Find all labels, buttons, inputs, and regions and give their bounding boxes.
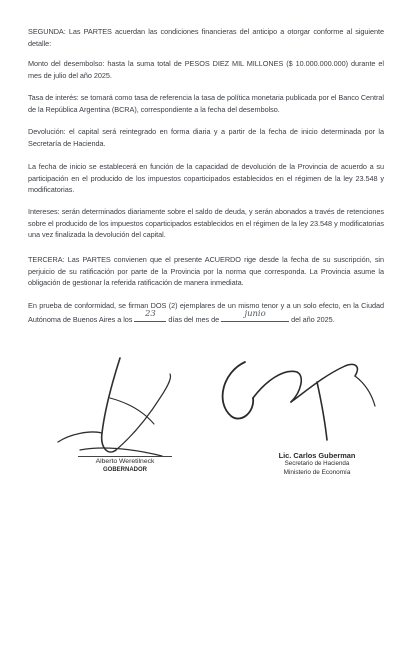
right-signatory-block bbox=[262, 452, 372, 477]
closing-line-2b: días del mes de bbox=[168, 314, 220, 324]
left-signatory-name: Alberto Weretilneck bbox=[95, 458, 155, 465]
right-signatory-name: Lic. Carlos Guberman bbox=[278, 451, 356, 460]
clause-tercera: TERCERA: Las PARTES convienen que el presente ACUERDO rige desde la fecha de su suscripción, sin perjuicio de su ratificación por parte de la Provincia por la norma que corresponda. La Provincia asume la obligación de gestionar la referida ratificación de manera inmediata. bbox=[28, 255, 384, 288]
right-signatory-title: Secretario de Hacienda bbox=[284, 460, 350, 468]
closing-year: 2025. bbox=[316, 314, 335, 324]
handwritten-day: 23 bbox=[145, 308, 156, 319]
clause-devolucion: Devolución: el capital será reintegrado en forma diaria y a partir de la fecha de inicio determinada por la Secretaría de Hacienda. bbox=[28, 127, 384, 148]
handwritten-month: junio bbox=[244, 308, 266, 319]
left-signatory-block bbox=[70, 456, 180, 475]
left-signature-line bbox=[78, 456, 172, 457]
clause-monto: Monto del desembolso: hasta la suma total de PESOS DIEZ MIL MILLONES ($ 10.000.000.000) durante el mes de julio del año 2025. bbox=[28, 59, 384, 80]
closing-line-2a: en la Ciudad Autónoma de Buenos Aires a los bbox=[28, 301, 384, 324]
closing-paragraph bbox=[28, 300, 384, 325]
closing-line-2c: del año bbox=[291, 314, 315, 324]
right-signatory-org: Ministerio de Economía bbox=[283, 468, 351, 476]
left-signatory-title: GOBERNADOR bbox=[102, 467, 147, 474]
month-fill-line bbox=[221, 308, 289, 322]
clause-intereses: Intereses: serán determinados diariamente sobre el saldo de deuda, y serán abonados a través de retenciones sobre el producido de los impuestos coparticipados establecidos en el régimen de la ley 23.548 y modificatorias una vez finalizada la devolución del capital. bbox=[28, 207, 384, 240]
right-signature-scribble bbox=[205, 342, 385, 452]
clause-segunda: SEGUNDA: Las PARTES acuerdan las condiciones financieras del anticipo a otorgar conforme al siguiente detalle: bbox=[28, 27, 384, 48]
day-fill-line bbox=[134, 308, 166, 322]
closing-line-1: En prueba de conformidad, se firman DOS (2) ejemplares de un mismo tenor y a un solo efecto, bbox=[28, 301, 341, 310]
clause-fecha-inicio: La fecha de inicio se establecerá en función de la capacidad de devolución de la Provincia de acuerdo a su participación en el producido de los impuestos coparticipados establecidos en el régimen de la ley 23.548 y modificatorias. bbox=[28, 162, 384, 195]
clause-tasa: Tasa de interés: se tomará como tasa de referencia la tasa de política monetaria publicada por el Banco Central de la República Argentina (BCRA), correspondiente a la fecha del desembolso. bbox=[28, 93, 384, 114]
left-signature-scribble bbox=[50, 338, 185, 468]
